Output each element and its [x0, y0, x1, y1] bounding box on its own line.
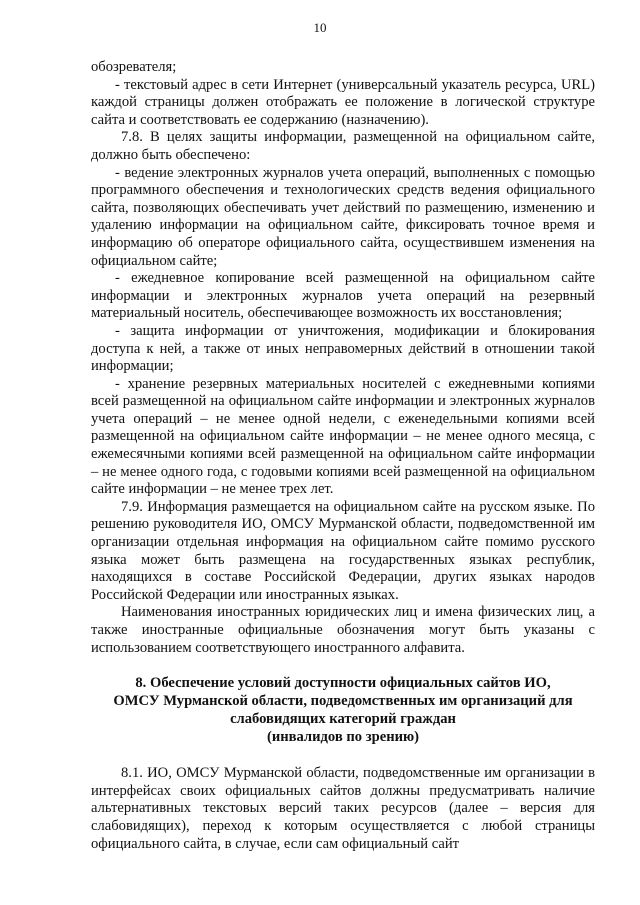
paragraph: - ежедневное копирование всей размещенной на официальном сайте информации и электронных журналов учета операций на резервный материальный носитель, обеспечивающее возможность их восстановления; — [91, 270, 595, 322]
paragraph: 8.1. ИО, ОМСУ Мурманской области, подведомственные им организации в интерфейсах своих официальных сайтов должны предусматривать наличие альтернативных текстовых версий таких ресурсов (далее – версия для слабовидящих), переход к которым осуществляется с любой страницы официального сайта, в случае, если сам официальный сайт — [91, 765, 595, 852]
heading-line: ОМСУ Мурманской области, подведомственных им организаций для — [113, 693, 573, 710]
document-body — [91, 59, 595, 853]
paragraph: - защита информации от уничтожения, модификации и блокирования доступа к ней, а также от иных неправомерных действий в отношении такой информации; — [91, 322, 595, 375]
heading-line: 8. Обеспечение условий доступности официальных сайтов ИО, — [135, 675, 551, 692]
heading-line: слабовидящих категорий граждан — [230, 711, 456, 728]
paragraph: - хранение резервных материальных носителей с ежедневными копиями всей размещенной на официальном сайте информации и электронных журналов учета операций – не менее одной недели, с еженедельными копиями всей размещенной на официальном сайте информации – не менее одного месяца, с ежемесячными копиями всей размещенной на официальном сайте информации – не менее одного года, с годовыми копиями всей размещенной на официальном сайте информации – не менее трех лет. — [91, 375, 595, 498]
page-number: 10 — [313, 20, 327, 35]
paragraph: 7.9. Информация размещается на официальном сайте на русском языке. По решению руководителя ИО, ОМСУ Мурманской области, подведомственной им организации отдельная информация на официальном сайте помимо русского языка может быть размещена на государственных языках республик, находящихся в составе Российской Федерации, других языках народов Российской Федерации или иностранных языках. — [91, 498, 595, 603]
paragraph: Наименования иностранных юридических лиц и имена физических лиц, а также иностранные официальные обозначения могут быть указаны с использованием соответствующего иностранного алфавита. — [91, 604, 595, 656]
paragraph: - ведение электронных журналов учета операций, выполненных с помощью программного обеспечения и технологических средств ведения официального сайта, позволяющих обеспечивать учет действий по размещению, изменению и удалению информации на официальном сайте, фиксировать точное время и информацию об операторе официального сайта, осуществившем изменения на официальном сайте; — [91, 164, 595, 269]
heading-line: (инвалидов по зрению) — [266, 729, 420, 746]
section-8-text — [91, 765, 595, 853]
paragraph: 7.8. В целях защиты информации, размещенной на официальном сайте, должно быть обеспечено: — [91, 129, 595, 163]
paragraph: - текстовый адрес в сети Интернет (универсальный указатель ресурса, URL) каждой страницы должен отображать ее положение в логической структуре сайта и соответствовать ее содержанию (назначению). — [91, 76, 595, 128]
section-7-text — [91, 59, 595, 657]
paragraph: обозревателя; — [91, 59, 177, 75]
section-8-heading — [91, 674, 595, 746]
